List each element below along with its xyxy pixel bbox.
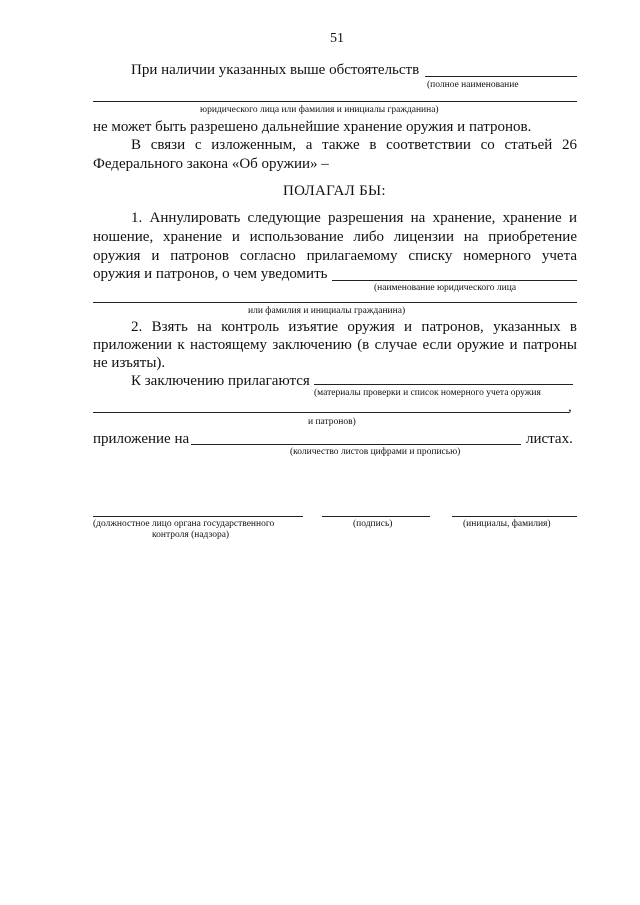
storage-denied-text: не может быть разрешено дальнейшие хранение оружия и патронов. <box>93 119 532 135</box>
item-1-line-1: 1. Аннулировать следующие разрешения на хранение, хранение и <box>131 210 577 226</box>
attachments-fill-line <box>314 384 573 385</box>
attachments-text: К заключению прилагаются <box>131 373 310 389</box>
name-caption-2: юридического лица или фамилия и инициалы гражданина) <box>200 105 439 115</box>
name-caption: (полное наименование <box>427 80 519 90</box>
item-1-line-2: ношение, хранение и использование либо лицензии на приобретение <box>93 229 577 245</box>
notify-caption-2: или фамилия и инициалы гражданина) <box>248 306 406 316</box>
attachments-fill-line-2 <box>93 412 569 413</box>
notify-fill-line <box>332 280 577 281</box>
name-fill-line-2 <box>93 101 577 102</box>
notify-fill-line-2 <box>93 302 577 303</box>
appendix-fill-line <box>191 444 521 445</box>
connection-text: В связи с изложенным, а также в соответствии со статьей 26 <box>131 137 577 153</box>
initials-caption: (инициалы, фамилия) <box>463 519 551 529</box>
item-1-line-3: оружия и патронов согласно прилагаемому списку номерного учета <box>93 248 577 264</box>
attachments-comma: , <box>568 399 572 415</box>
item-2-line-1: 2. Взять на контроль изъятие оружия и патронов, указанных в <box>131 319 577 335</box>
item-2-line-2: приложении к настоящему заключению (в случае если оружие и патроны <box>93 337 577 353</box>
name-fill-line <box>425 76 577 77</box>
official-caption-1: (должностное лицо органа государственного <box>93 519 275 529</box>
item-2-line-3: не изъяты). <box>93 355 166 371</box>
signature-caption: (подпись) <box>353 519 393 529</box>
signature-line <box>322 516 430 517</box>
heading: ПОЛАГАЛ БЫ: <box>283 183 386 199</box>
attachments-caption: (материалы проверки и список номерного учета оружия <box>314 388 541 398</box>
notify-caption: (наименование юридического лица <box>374 283 517 293</box>
appendix-text: приложение на <box>93 431 190 447</box>
page-number: 51 <box>330 31 344 46</box>
intro-text: При наличии указанных выше обстоятельств <box>131 62 420 78</box>
official-caption-2: контроля (надзора) <box>152 530 230 540</box>
appendix-caption: (количество листов цифрами и прописью) <box>290 447 461 457</box>
law-text: Федерального закона «Об оружии» – <box>93 156 329 172</box>
official-sign-line <box>93 516 303 517</box>
item-1-line-4: оружия и патронов, о чем уведомить <box>93 266 328 282</box>
appendix-sheets: листах. <box>526 431 573 447</box>
attachments-caption-2: и патронов) <box>308 417 356 427</box>
initials-line <box>452 516 577 517</box>
